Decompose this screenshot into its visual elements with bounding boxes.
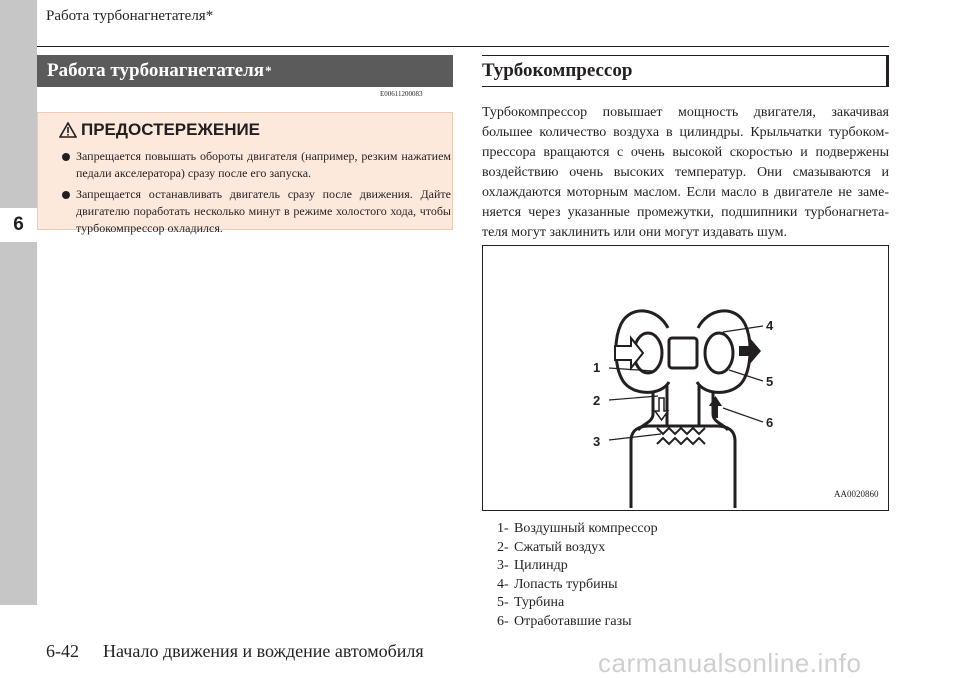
title-asterisk: * (265, 63, 272, 78)
callout-6: 6 (766, 415, 774, 430)
section-code: E00611200083 (380, 90, 423, 98)
warning-item: Запрещается останавливать двигатель сразу после движения. Дайте двигателю поработать несколько минут в режиме холостого хода, чтобы турбокомпрессор охладился. (61, 186, 451, 237)
warning-triangle-icon (59, 122, 77, 138)
legend-item: 3- Цилиндр (497, 558, 568, 573)
callout-5: 5 (766, 374, 774, 389)
warning-list (61, 148, 451, 241)
left-section-title (37, 55, 453, 87)
left-section-title-text: Работа турбонагнетателя (47, 60, 265, 81)
warning-title (59, 120, 260, 140)
watermark: carmanualsonline.info (598, 648, 862, 678)
legend-item: 4- Лопасть турбины (497, 576, 618, 592)
header-rule (37, 46, 889, 47)
chapter-side-strip (0, 0, 37, 605)
legend-item: 2- Сжатый воздух (497, 539, 606, 555)
running-header: Работа турбонагнетателя* (46, 8, 214, 24)
legend-item: 5- Турбина (497, 595, 565, 610)
legend-item: 1- Воздушный компрессор (497, 521, 658, 536)
turbocharger-diagram (483, 246, 888, 510)
figure-code: AA0020860 (834, 489, 879, 499)
callout-4: 4 (766, 318, 774, 333)
warning-item: Запрещается повышать обороты двигателя (например, резким нажатием педали акселератора) сразу после его запуска. (61, 148, 451, 182)
turbo-description: Турбокомпрессор повышает мощность двигателя, закачивая большее количество воздуха в цилиндры. Крыльчатки турбокомпрессора вращаются с очень высокой скоростью и подвержены воздействию очень высоких температур. Они смазываются и охлаждаются моторным маслом. Если масло в двигателе не заменяется через указанные промежутки, подшипники турбонагнетателя могут заклинить или они могут издавать шум. (482, 105, 889, 240)
right-section-title: Турбокомпрессор (482, 55, 889, 87)
legend-item: 6- Отработавшие газы (497, 613, 632, 629)
callout-2: 2 (593, 393, 601, 408)
warning-title-text: ПРЕДОСТЕРЕЖЕНИЕ (81, 120, 261, 139)
page-number: 6-42 (46, 641, 79, 661)
warning-box (37, 112, 453, 235)
callout-3: 3 (593, 434, 601, 449)
chapter-title: Начало движения и вождение автомобиля (103, 641, 424, 661)
chapter-tab: 6 (0, 208, 37, 242)
turbocharger-figure (482, 245, 889, 511)
callout-1: 1 (593, 360, 601, 375)
figure-legend (497, 520, 658, 631)
